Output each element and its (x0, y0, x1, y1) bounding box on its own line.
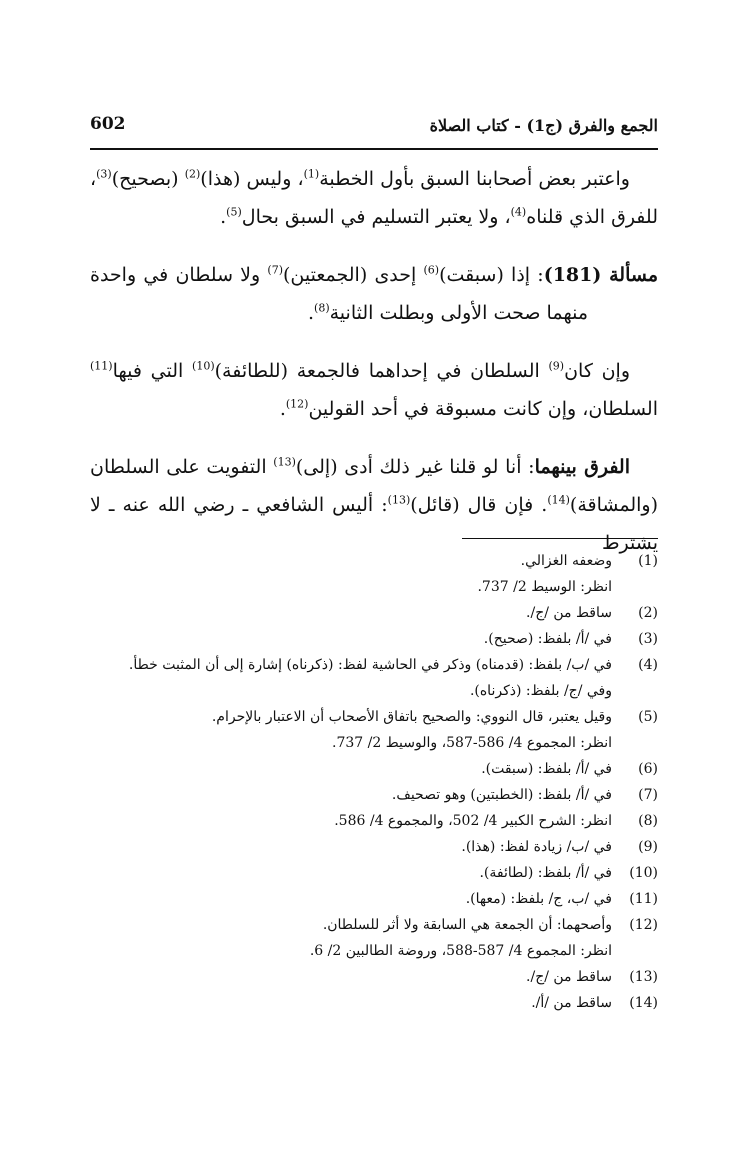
paragraph-3-text-4: السلطان، وإن كانت مسبوقة في أحد القولين (308, 398, 658, 420)
footnote-number: (3) (638, 631, 658, 647)
paragraph-3-text-3: التي فيها (112, 360, 193, 382)
footnotes (90, 548, 658, 1016)
footnote (90, 860, 658, 886)
footnote-number: (12) (629, 917, 658, 933)
footnote-ref-1: (1) (303, 167, 320, 181)
paragraph-2-text-2: إحدى (الجمعتين) (283, 264, 424, 286)
difference-heading: الفرق بينهما (534, 456, 630, 478)
paragraph-1-text-6: . (220, 206, 227, 228)
footnote (90, 548, 658, 600)
footnote-line: انظر: المجموع 4/ 587-588، وروضة الطالبين 2/ 6. (309, 943, 612, 959)
paragraph-2 (90, 256, 658, 332)
paragraph-4-text-4: : أليس الشافعي ـ رضي الله عنه ـ لا يشترط (90, 494, 658, 554)
footnote-ref-13: (13) (273, 455, 296, 469)
footnote-line: انظر: المجموع 4/ 586-587، والوسيط 2/ 737. (332, 735, 612, 751)
paragraph-2-text-4: . (307, 302, 315, 324)
footnote-line: ساقط من /ج/. (526, 969, 612, 985)
footnote (90, 912, 658, 964)
footnote-ref-11: (11) (90, 359, 113, 373)
footnote-ref-2: (2) (184, 167, 201, 181)
footnote-line: في /أ/ بلفظ: (لطائفة). (479, 865, 612, 881)
paragraph-2-text-1: : إذا (سبقت) (439, 264, 544, 286)
footnote (90, 964, 658, 990)
paragraph-2-text-3: ولا سلطان في واحدة منهما صحت الأولى وبطلت الثانية (90, 264, 588, 324)
footnote-number: (8) (638, 813, 658, 829)
footnote-ref-3: (3) (96, 167, 112, 181)
footnote-line: في /ب/ زيادة لفظ: (هذا). (461, 839, 612, 855)
paragraph-1-text-1: واعتبر بعض أصحابنا السبق بأول الخطبة (319, 168, 630, 190)
paragraph-1-text-5: ، ولا يعتبر التسليم في السبق بحال (241, 206, 511, 228)
footnote-ref-9: (9) (548, 359, 565, 373)
footnote-line: في /ب، ج/ بلفظ: (معها). (465, 891, 612, 907)
footnote-ref-13b: (13) (387, 493, 411, 507)
footnote-line: ساقط من /ج/. (526, 605, 612, 621)
footnote (90, 782, 658, 808)
footnote-line: في /أ/ بلفظ: (سبقت). (481, 761, 612, 777)
paragraph-1-text-2: ، وليس (هذا) (200, 168, 304, 190)
footnote-ref-12: (12) (285, 397, 309, 411)
footnote (90, 704, 658, 756)
paragraph-3 (90, 352, 658, 428)
paragraph-3-text-1: وإن كان (564, 360, 631, 382)
footnote-number: (13) (629, 969, 658, 985)
footnote (90, 990, 658, 1016)
footnote (90, 626, 658, 652)
footnote-line: وضعفه الغزالي. (520, 553, 612, 569)
footnote-ref-8: (8) (314, 301, 330, 315)
footnote-ref-14: (14) (547, 493, 570, 507)
footnote-ref-5: (5) (226, 205, 242, 219)
footnote-line: في /أ/ بلفظ: (الخطبتين) وهو تصحيف. (391, 787, 612, 803)
paragraph-3-text-5: . (279, 398, 286, 420)
paragraph-4-text-2: التفويت على السلطان (والمشاقة) (90, 456, 658, 516)
footnote-line: وقيل يعتبر، قال النووي: والصحيح باتفاق الأصحاب أن الاعتبار بالإحرام. (211, 709, 612, 725)
footnote-line: في /ب/ بلفظ: (قدمناه) وذكر في الحاشية لفظ: (ذكرناه) إشارة إلى أن المثبت خطأ. (128, 657, 612, 673)
paragraph-1-text-4: ، للفرق الذي قلناه (90, 168, 658, 228)
footnote-number: (6) (638, 761, 658, 777)
footnote-line: ساقط من /أ/. (531, 995, 612, 1011)
running-header (90, 116, 658, 144)
paragraph-4-text-1: : أنا لو قلنا غير ذلك أدى (إلى) (295, 456, 535, 478)
footnote-number: (14) (629, 995, 658, 1011)
footnote-number: (4) (638, 657, 658, 673)
footnote-ref-7: (7) (267, 263, 283, 277)
footnote (90, 600, 658, 626)
footnote-line: في /أ/ بلفظ: (صحيح). (483, 631, 612, 647)
paragraph-4 (90, 448, 658, 562)
footnote (90, 834, 658, 860)
issue-heading: مسألة (181) (543, 264, 659, 286)
footnote-line: انظر: الشرح الكبير 4/ 502، والمجموع 4/ 586. (334, 813, 612, 829)
footnote-separator (462, 538, 658, 539)
running-header-title: الجمع والفرق (ج1) - كتاب الصلاة (429, 116, 658, 135)
footnote-ref-6: (6) (423, 263, 440, 277)
header-rule (90, 148, 658, 150)
footnote-number: (7) (638, 787, 658, 803)
footnote (90, 886, 658, 912)
footnote-number: (5) (638, 709, 658, 725)
paragraph-1-text-3: (بصحيح) (111, 168, 185, 190)
paragraph-3-text-2: السلطان في إحداهما فالجمعة (للطائفة) (214, 360, 549, 382)
footnote-number: (11) (629, 891, 658, 907)
page-number: 602 (90, 114, 126, 134)
footnote-number: (9) (638, 839, 658, 855)
footnote-line: انظر: الوسيط 2/ 737. (477, 579, 612, 595)
footnote-line: وفي /ج/ بلفظ: (ذكرناه). (469, 683, 612, 699)
footnote-number: (1) (638, 553, 658, 569)
paragraph-1 (90, 160, 658, 236)
footnote (90, 652, 658, 704)
footnote (90, 808, 658, 834)
footnote-line: وأصحهما: أن الجمعة هي السابقة ولا أثر للسلطان. (322, 917, 612, 933)
footnote-number: (2) (638, 605, 658, 621)
footnote-ref-10: (10) (192, 359, 215, 373)
paragraph-4-text-3: . فإن قال (قائل) (410, 494, 548, 516)
footnote-ref-4: (4) (510, 205, 527, 219)
footnote (90, 756, 658, 782)
footnote-number: (10) (629, 865, 658, 881)
main-text (90, 160, 658, 582)
